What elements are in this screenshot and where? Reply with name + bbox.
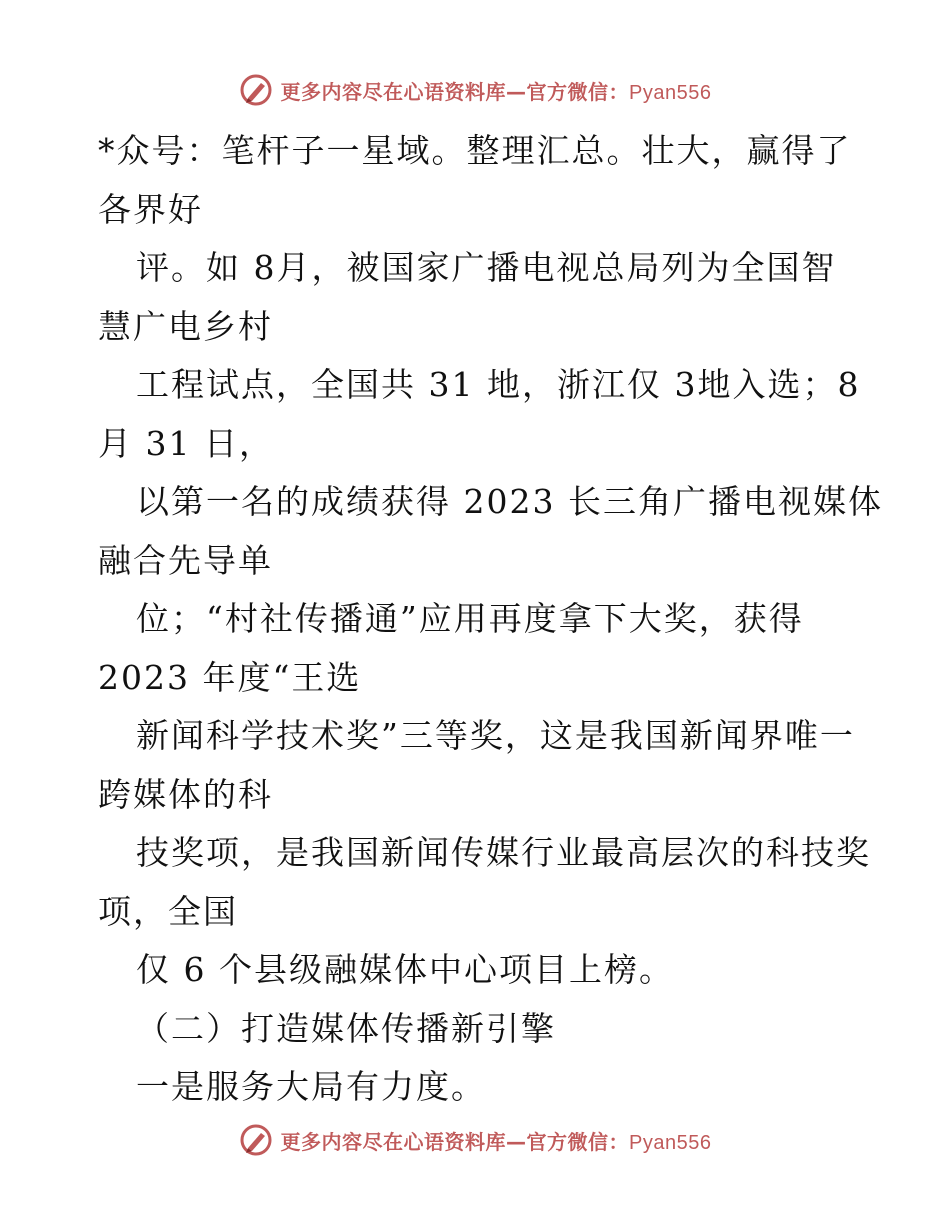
body-line: 技奖项，是我国新闻传媒行业最高层次的科技奖 [136, 833, 871, 872]
watermark-text [281, 76, 712, 105]
body-line: 项，全国 [98, 891, 238, 931]
pen-logo-icon [239, 1123, 273, 1157]
watermark-separator: — [506, 79, 527, 104]
footer-watermark [0, 1120, 950, 1160]
body-line: 评。如 8月，被国家广播电视总局列为全国智 [136, 248, 837, 287]
section-heading: （二）打造媒体传播新引擎 [136, 1008, 556, 1048]
watermark-account-id: Pyan556 [629, 81, 712, 104]
body-line: 工程试点，全国共 31 地，浙江仅 3地入选；8 [136, 365, 861, 404]
body-line: *众号：笔杆子一星域。整理汇总。壮大，赢得了 [98, 131, 852, 170]
header-watermark [0, 70, 950, 110]
body-line: 各界好 [98, 189, 203, 229]
body-line: 跨媒体的科 [98, 774, 273, 814]
body-line: 一是服务大局有力度。 [136, 1067, 486, 1106]
body-line: 月 31 日， [98, 423, 274, 463]
watermark-account-label: 官方微信： [526, 79, 630, 104]
body-line: 以第一名的成绩获得 2023 长三角广播电视媒体 [136, 482, 883, 521]
pen-logo-icon [239, 73, 273, 107]
body-line: 慧广电乡村 [98, 306, 273, 346]
watermark-main-text: 更多内容尽在心语资料库 [280, 1129, 507, 1154]
body-line: 2023 年度“王选 [98, 657, 362, 697]
document-body [98, 122, 883, 1117]
body-line: 仅 6 个县级融媒体中心项目上榜。 [136, 950, 674, 989]
watermark-text [281, 1126, 712, 1155]
body-line: 融合先导单 [98, 540, 273, 580]
watermark-account-id: Pyan556 [629, 1131, 712, 1154]
watermark-separator: — [506, 1129, 527, 1154]
watermark-main-text: 更多内容尽在心语资料库 [280, 79, 507, 104]
body-line: 新闻科学技术奖”三等奖，这是我国新闻界唯一 [136, 716, 855, 755]
watermark-account-label: 官方微信： [526, 1129, 630, 1154]
body-line: 位；“村社传播通”应用再度拿下大奖，获得 [136, 599, 804, 638]
